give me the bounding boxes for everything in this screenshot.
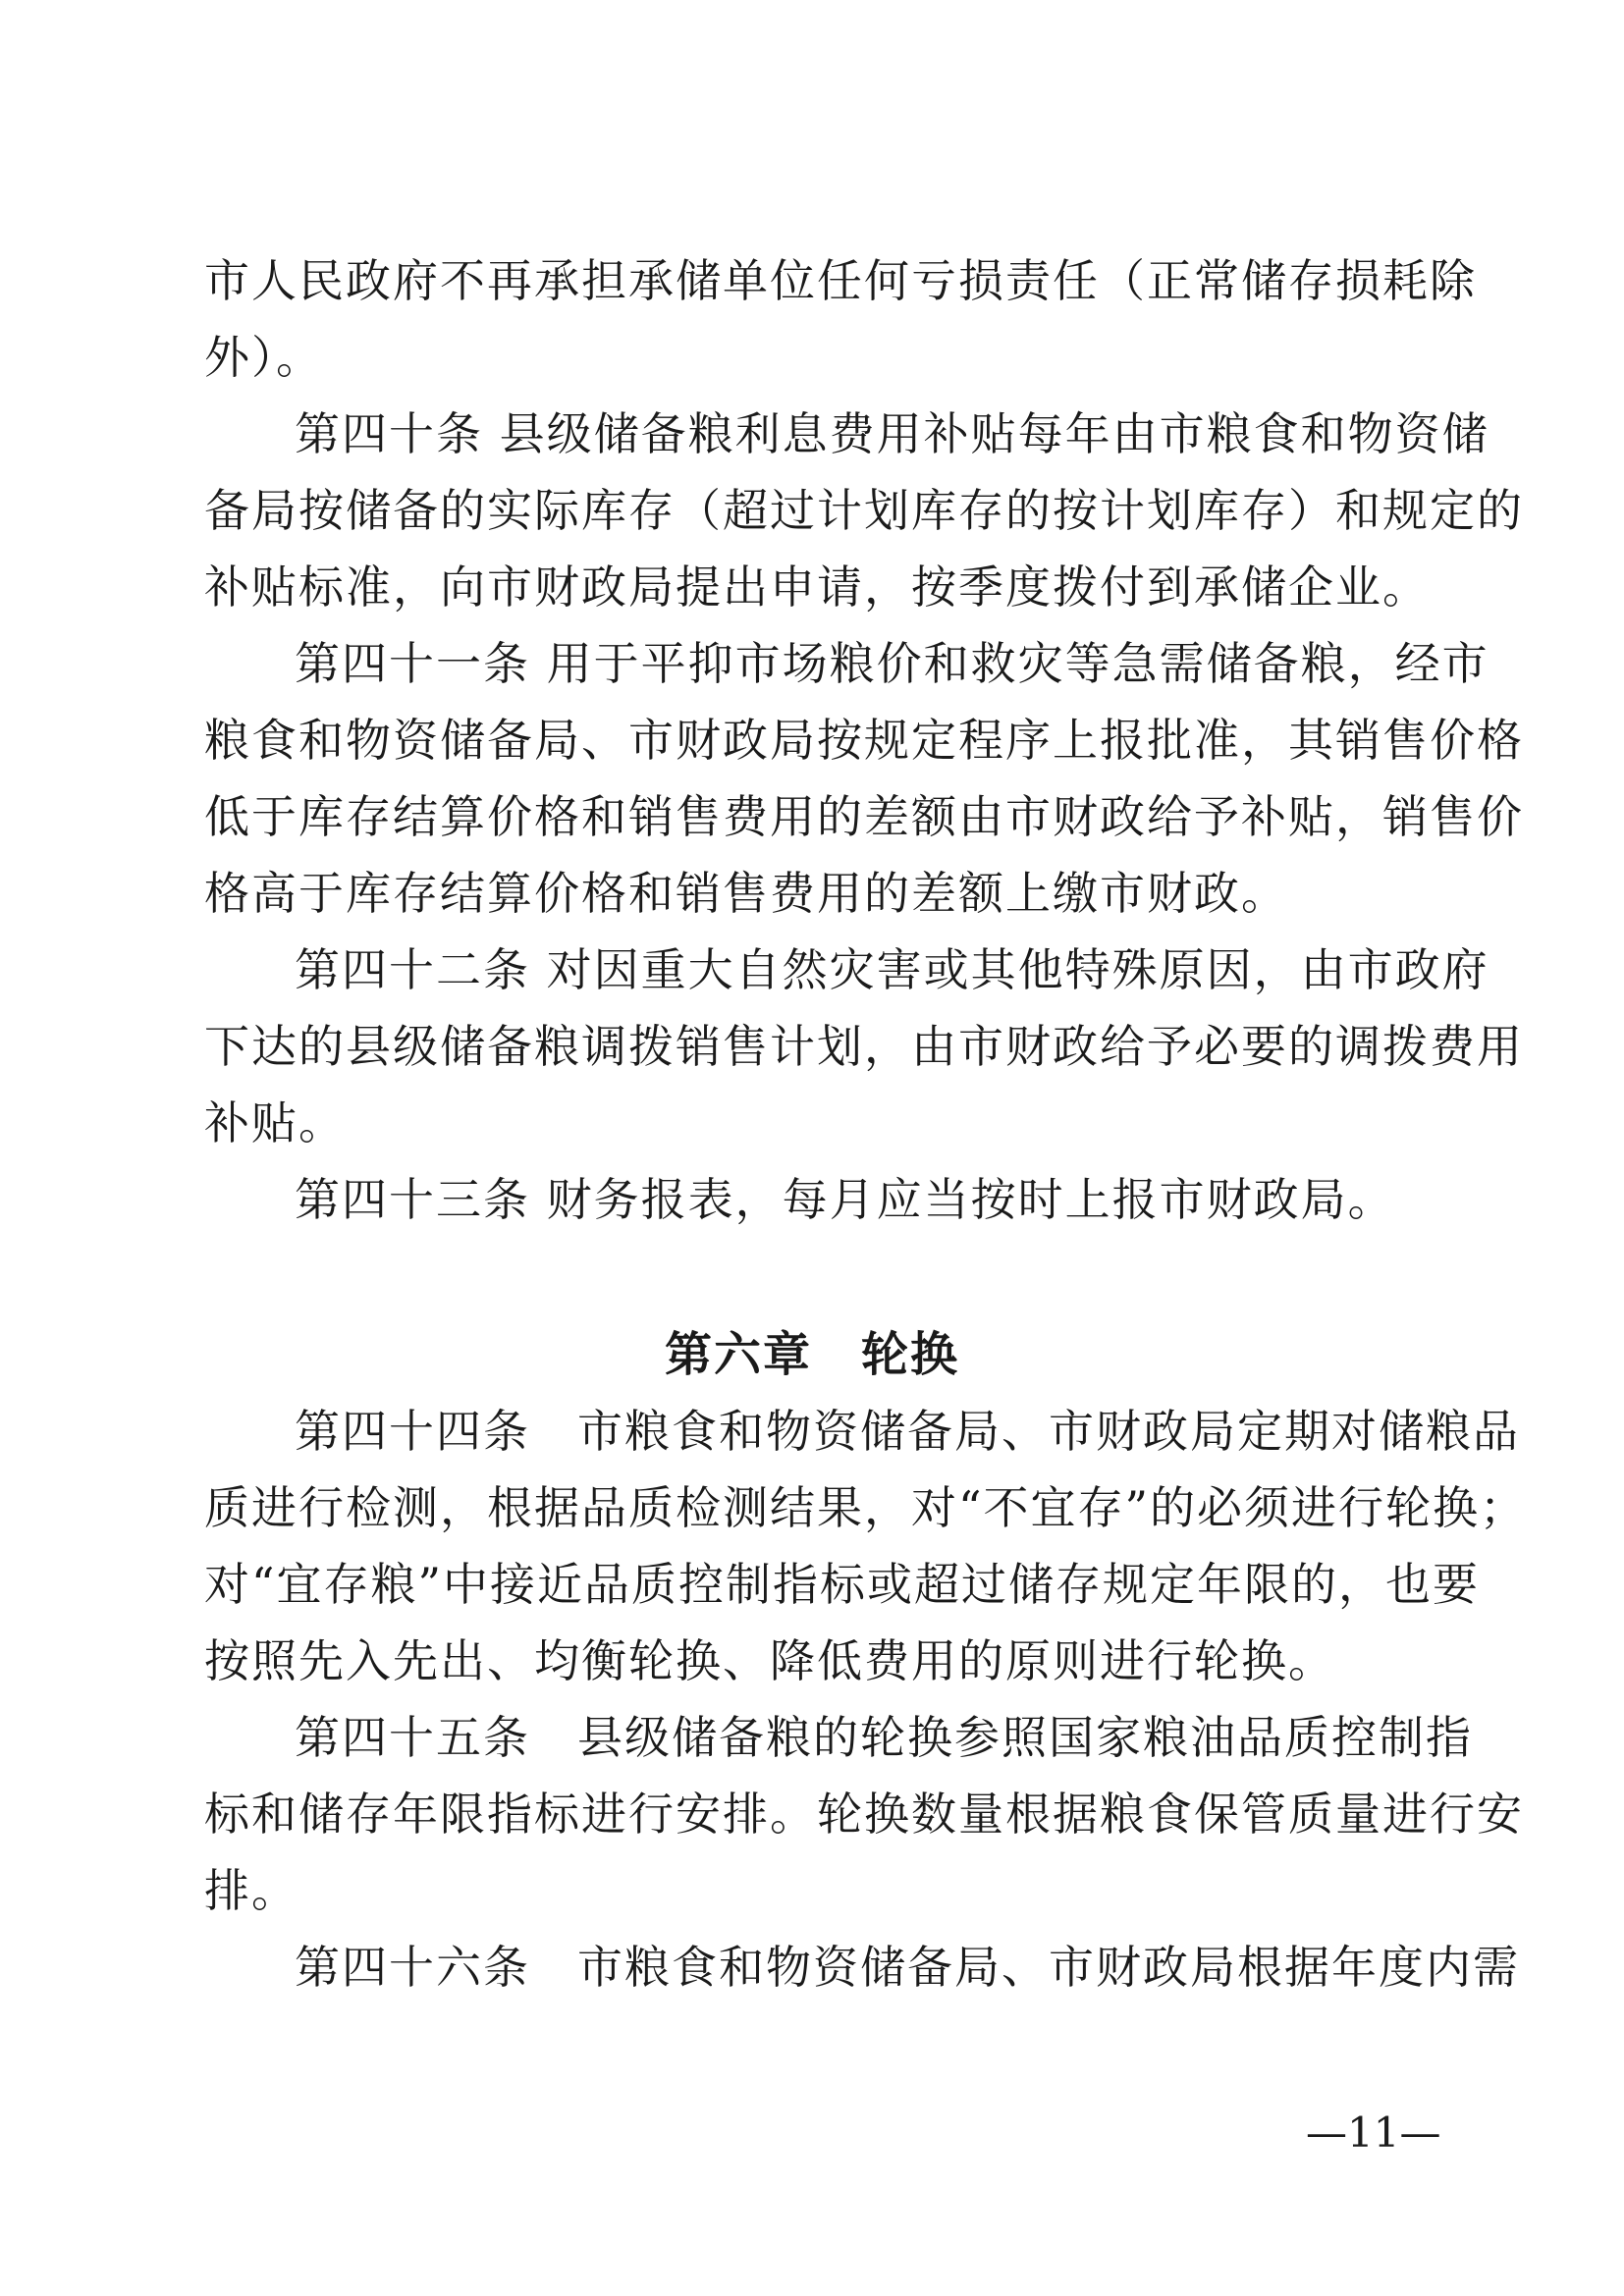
article-45-line: 第四十五条 县级储备粮的轮换参照国家粮油品质控制指 [295,1711,1473,1764]
body-line: 格高于库存结算价格和销售费用的差额上缴市财政。 [204,867,1288,920]
body-line: 对“宜存粮”中接近品质控制指标或超过储存规定年限的，也要 [204,1558,1481,1611]
body-line: 补贴。 [204,1096,346,1149]
article-44-line: 第四十四条 市粮食和物资储备局、市财政局定期对储粮品 [295,1405,1520,1458]
article-41-line: 第四十一条 用于平抑市场粮价和救灾等急需储备粮，经市 [295,637,1489,690]
article-42-line: 第四十二条 对因重大自然灾害或其他特殊原因，由市政府 [295,943,1489,996]
body-line: 粮食和物资储备局、市财政局按规定程序上报批准，其销售价格 [204,714,1524,767]
body-line: 标和储存年限指标进行安排。轮换数量根据粮食保管质量进行安 [204,1788,1524,1841]
body-line: 补贴标准，向市财政局提出申请，按季度拨付到承储企业。 [204,561,1430,614]
body-line: 质进行检测，根据品质检测结果，对“不宜存”的必须进行轮换； [204,1481,1528,1534]
article-46-line: 第四十六条 市粮食和物资储备局、市财政局根据年度内需 [295,1941,1520,1994]
page-number: —11— [1306,2109,1441,2157]
body-line: 低于库存结算价格和销售费用的差额由市财政给予补贴，销售价 [204,790,1524,843]
body-line: 备局按储备的实际库存（超过计划库存的按计划库存）和规定的 [204,484,1524,537]
body-line: 按照先入先出、均衡轮换、降低费用的原则进行轮换。 [204,1634,1335,1687]
article-43-line: 第四十三条 财务报表，每月应当按时上报市财政局。 [295,1173,1395,1226]
body-line: 市人民政府不再承担承储单位任何亏损责任（正常储存损耗除 [204,254,1477,307]
chapter-heading: 第六章 轮换 [664,1327,959,1382]
body-line: 外）。 [204,331,323,384]
body-line: 排。 [204,1864,298,1917]
body-line: 下达的县级储备粮调拨销售计划，由市财政给予必要的调拨费用 [204,1020,1524,1073]
article-40-line: 第四十条 县级储备粮利息费用补贴每年由市粮食和物资储 [295,407,1489,460]
